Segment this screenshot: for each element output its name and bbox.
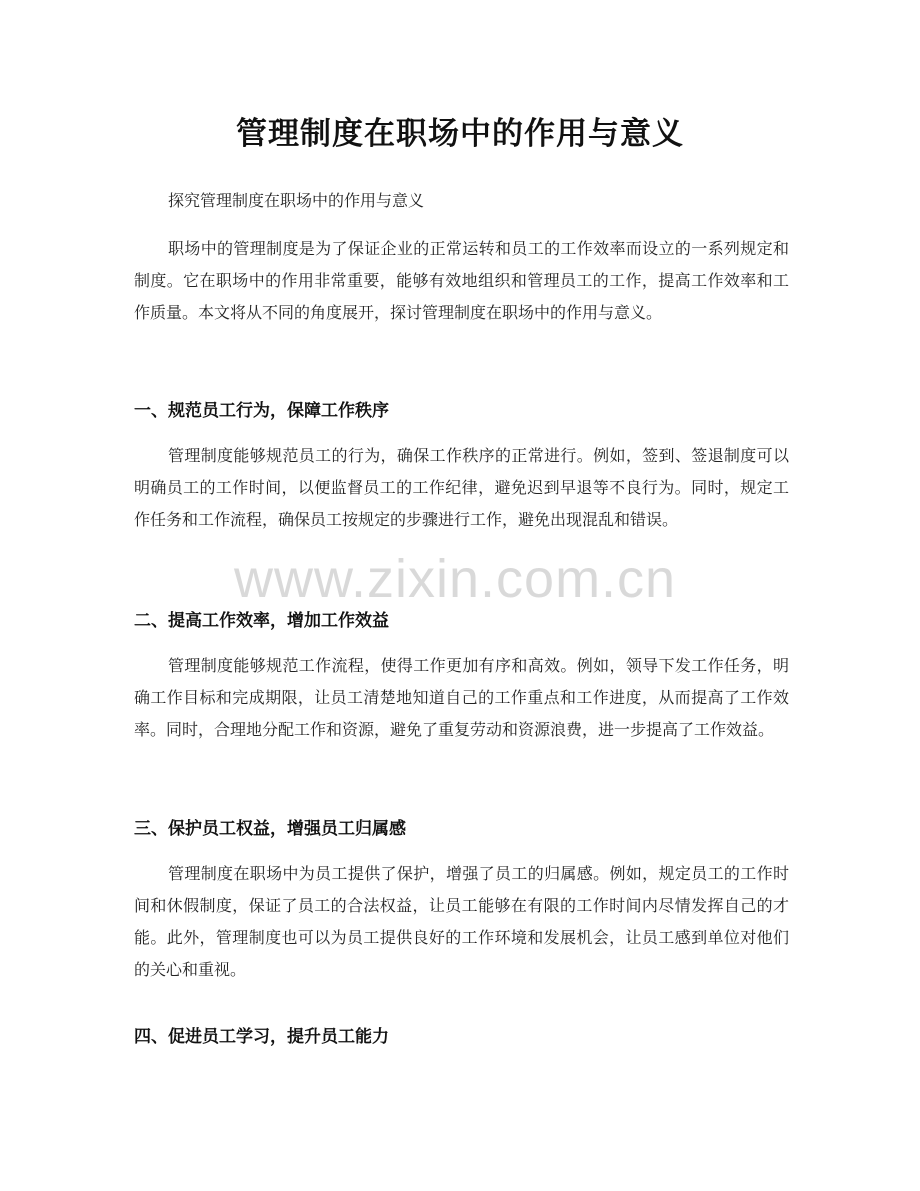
intro-paragraph: 职场中的管理制度是为了保证企业的正常运转和员工的工作效率而设立的一系列规定和制度。它在职场中的作用非常重要，能够有效地组织和管理员工的工作，提高工作效率和工作质量。本文将从不同的角度展开，探讨管理制度在职场中的作用与意义。 <box>134 239 789 322</box>
section-heading-4: 四、促进员工学习，提升员工能力 <box>134 1027 389 1047</box>
section-heading-1: 一、规范员工行为，保障工作秩序 <box>134 401 389 421</box>
watermark: www.zixin.com.cn <box>234 549 677 609</box>
section-heading-3: 三、保护员工权益，增强员工归属感 <box>134 819 406 839</box>
document-subtitle: 探究管理制度在职场中的作用与意义 <box>168 191 425 210</box>
section-body-3: 管理制度在职场中为员工提供了保护，增强了员工的归属感。例如，规定员工的工作时间和休假制度，保证了员工的合法权益，让员工能够在有限的工作时间内尽情发挥自己的才能。此外，管理制度也可以为员工提供良好的工作环境和发展机会，让员工感到单位对他们的关心和重视。 <box>134 864 789 979</box>
section-heading-2: 二、提高工作效率，增加工作效益 <box>134 611 389 631</box>
page-title: 管理制度在职场中的作用与意义 <box>236 116 684 152</box>
section-body-2: 管理制度能够规范工作流程，使得工作更加有序和高效。例如，领导下发工作任务，明确工作目标和完成期限，让员工清楚地知道自己的工作重点和工作进度，从而提高了工作效率。同时，合理地分配工作和资源，避免了重复劳动和资源浪费，进一步提高了工作效益。 <box>134 656 789 739</box>
section-body-1: 管理制度能够规范员工的行为，确保工作秩序的正常进行。例如，签到、签退制度可以明确员工的工作时间，以便监督员工的工作纪律，避免迟到早退等不良行为。同时，规定工作任务和工作流程，确保员工按规定的步骤进行工作，避免出现混乱和错误。 <box>134 446 789 529</box>
